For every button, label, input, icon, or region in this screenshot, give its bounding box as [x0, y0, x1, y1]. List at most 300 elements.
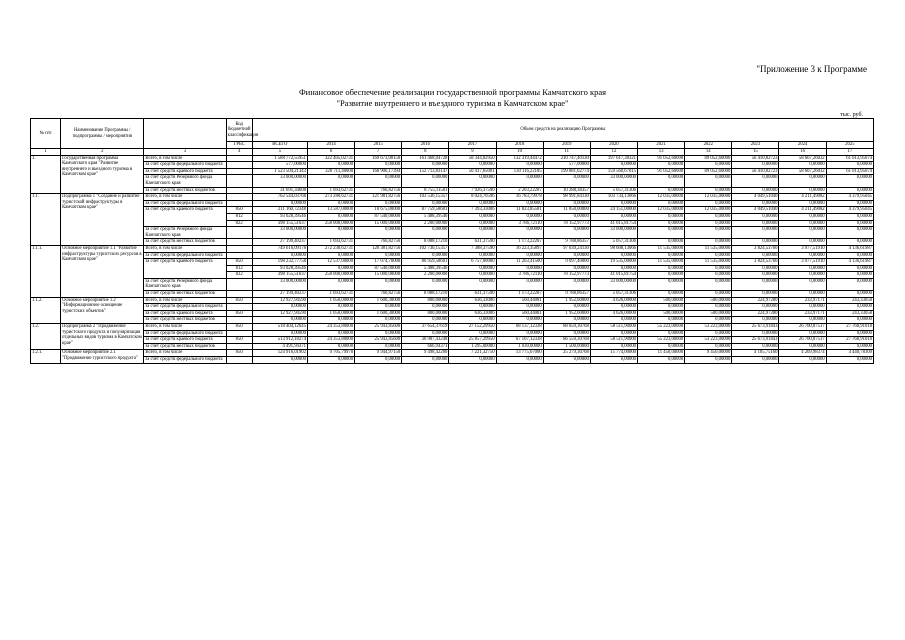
grbs-code: 850 — [226, 324, 252, 331]
amount-year: 89 052,60000 — [685, 168, 732, 175]
table-row — [31, 245, 874, 252]
grbs-code — [226, 291, 252, 298]
funding-source: за счет средств федерального бюджета — [144, 357, 226, 364]
grbs-code — [226, 200, 252, 207]
column-number: 12 — [590, 149, 637, 156]
amount-year: 0,00000 — [732, 304, 779, 311]
amount-year: 0,00000 — [685, 175, 732, 187]
amount-year: 27 768,91018 — [826, 324, 873, 331]
grbs-code: 822 — [226, 220, 252, 227]
grbs-code: 850 — [226, 337, 252, 344]
table-row — [31, 304, 874, 311]
amount-year: 27 152,29950 — [449, 324, 496, 331]
amount-year: 0,00000 — [543, 175, 590, 187]
grbs-code — [226, 168, 252, 175]
amount-year: 5 057,31306 — [590, 187, 637, 194]
grbs-code: 850 — [226, 297, 252, 304]
amount-total: 27 199,40237 — [252, 291, 307, 298]
amount-year: 169 673,00150 — [355, 155, 402, 162]
header-year: 2018 — [496, 142, 543, 149]
amount-year: 0,00000 — [779, 291, 826, 298]
amount-year: 1 952,60000 — [543, 297, 590, 304]
column-number: 4 — [226, 149, 252, 156]
amount-year: 11 050,00000 — [543, 207, 590, 214]
amount-year: 58 511,90000 — [590, 337, 637, 344]
amount-year: 1 600,30000 — [355, 297, 402, 304]
amount-total: 0,00000 — [252, 317, 307, 324]
amount-year: 0,00000 — [496, 304, 543, 311]
funding-source: за счет средств краевого бюджета — [144, 310, 226, 317]
amount-year: 0,00000 — [685, 317, 732, 324]
amount-year: 24 353,80000 — [307, 337, 354, 344]
amount-year: 636,33006 — [449, 310, 496, 317]
amount-year: 500,00000 — [685, 297, 732, 304]
amount-year: 3 824,53760 — [732, 245, 779, 252]
amount-total: 4 491,94371 — [252, 343, 307, 350]
amount-year: 233,97171 — [779, 310, 826, 317]
grbs-code — [226, 227, 252, 239]
amount-total: 398 155,51637 — [252, 220, 307, 227]
amount-year: 2 203,22287 — [496, 187, 543, 194]
amount-year: 224,97280 — [732, 310, 779, 317]
amount-year: 0,00000 — [496, 162, 543, 169]
amount-year: 9 498,42200 — [402, 350, 449, 357]
amount-year: 3 786,72110 — [496, 272, 543, 279]
amount-year: 86 959,58601 — [402, 259, 449, 266]
amount-year: 15 774,00000 — [590, 350, 637, 357]
amount-year: 0,00000 — [685, 200, 732, 207]
amount-year: 0,00000 — [732, 252, 779, 259]
amount-year: 1 693,62731 — [307, 291, 354, 298]
amount-year: 0,00000 — [685, 343, 732, 350]
amount-year: 4 379,95045 — [826, 207, 873, 214]
amount-year: 0,00000 — [779, 265, 826, 272]
amount-year: 0,00000 — [307, 213, 354, 220]
amount-year: 0,00000 — [355, 227, 402, 239]
amount-year: 56 410,82723 — [732, 168, 779, 175]
amount-year: 273 280,62731 — [307, 194, 354, 201]
amount-year: 800,00000 — [402, 310, 449, 317]
amount-year: 210 747,40130 — [543, 155, 590, 162]
funding-source: Всего, в том числе — [144, 324, 226, 331]
amount-year: 0,00000 — [779, 175, 826, 187]
amount-year: 0,00000 — [732, 357, 779, 364]
amount-year: 0,00000 — [402, 252, 449, 259]
amount-year: 0,00000 — [496, 265, 543, 272]
table-row — [31, 297, 874, 304]
amount-year: 0,00000 — [826, 220, 873, 227]
amount-year: 0,00000 — [732, 317, 779, 324]
amount-year: 3 977,51910 — [779, 259, 826, 266]
amount-year: 0,00000 — [402, 317, 449, 324]
amount-year: 0,00000 — [685, 278, 732, 290]
amount-year: 0,00000 — [732, 175, 779, 187]
amount-total: 1 523 504,21343 — [252, 168, 307, 175]
amount-year: 0,00000 — [543, 213, 590, 220]
table-row — [31, 207, 874, 214]
amount-year: 0,00000 — [826, 330, 873, 337]
amount-year: 13 775,67000 — [496, 350, 543, 357]
grbs-code: 850 — [226, 350, 252, 357]
item-name: Подпрограмма 1 "Создание и развитие туристской инфраструктуры в Камчатском крае" — [61, 194, 144, 246]
grbs-code — [226, 252, 252, 259]
amount-year: 0,00000 — [685, 304, 732, 311]
amount-year: 0,00000 — [638, 162, 685, 169]
funding-source: за счет средств местных бюджетов — [144, 343, 226, 350]
amount-year: 103 734,13066 — [590, 194, 637, 201]
amount-year: 56 410,82723 — [732, 155, 779, 162]
funding-source: за счет средств федерального бюджета — [144, 330, 226, 337]
amount-year: 7 393,33006 — [449, 207, 496, 214]
amount-year: 0,00000 — [685, 330, 732, 337]
table-row — [31, 187, 874, 194]
header-total: ВСЕГО — [252, 142, 307, 149]
amount-year: 0,00000 — [307, 357, 354, 364]
amount-year: 560,44081 — [496, 297, 543, 304]
column-number: 9 — [449, 149, 496, 156]
amount-year: 0,00000 — [402, 330, 449, 337]
amount-year: 37 654,37619 — [402, 324, 449, 331]
funding-source: Всего, в том числе — [144, 350, 226, 357]
amount-year: 0,00000 — [449, 278, 496, 290]
amount-year: 58 344,02950 — [449, 155, 496, 162]
item-name: Государственная программа Камчатского края "Развитие внутреннего и въездного туризма в Камчатском крае" — [61, 155, 144, 194]
amount-year: 500,00000 — [685, 310, 732, 317]
amount-total: 0,00000 — [252, 330, 307, 337]
amount-year: 0,00000 — [826, 252, 873, 259]
amount-year: 0,00000 — [732, 200, 779, 207]
amount-year: 0,00000 — [826, 343, 873, 350]
item-number: 1.2.1. — [31, 350, 61, 363]
amount-year: 4 136,61987 — [826, 259, 873, 266]
grbs-code — [226, 239, 252, 246]
table-row — [31, 310, 874, 317]
amount-year: 0,00000 — [496, 357, 543, 364]
amount-year: 0,00000 — [402, 175, 449, 187]
amount-year: 58 667,26032 — [779, 155, 826, 162]
amount-year: 10 288,38357 — [543, 187, 590, 194]
amount-year: 120 381,82756 — [355, 245, 402, 252]
amount-year: 130 116,22185 — [496, 168, 543, 175]
amount-year: 0,00000 — [732, 272, 779, 279]
table-row — [31, 200, 874, 207]
financing-table — [30, 118, 874, 364]
funding-source: за счет средств Резервного фонда Камчатского края — [144, 175, 226, 187]
grbs-code — [226, 317, 252, 324]
amount-year: 8 088,17210 — [402, 291, 449, 298]
amount-year: 0,00000 — [685, 272, 732, 279]
amount-year: 0,00000 — [590, 252, 637, 259]
amount-year: 0,00000 — [685, 357, 732, 364]
amount-year: 25 857,29950 — [449, 337, 496, 344]
amount-year: 0,00000 — [496, 213, 543, 220]
item-name: Основное мероприятие 1.1 "Развитие инфраструктуры туристских ресурсов в Камчатском крае" — [61, 245, 144, 297]
amount-year: 500,00000 — [638, 297, 685, 304]
item-name: Основное мероприятие 1.2 "Информационное освещение туристских объектов" — [61, 297, 144, 323]
amount-year: 168 906,17394 — [355, 168, 402, 175]
amount-year: 12 537,00000 — [307, 259, 354, 266]
header-code: Код бюджетной классификации — [226, 119, 252, 142]
header-year: 2024 — [779, 142, 826, 149]
amount-year: 9 097,40000 — [543, 259, 590, 266]
header-year: 2025 — [826, 142, 873, 149]
amount-year: 33 000,00000 — [590, 227, 637, 239]
amount-year: 0,00000 — [496, 278, 543, 290]
amount-total: 0,00000 — [252, 200, 307, 207]
amount-year: 58 667,26032 — [779, 168, 826, 175]
amount-year: 0,00000 — [449, 162, 496, 169]
table-row — [31, 324, 874, 331]
amount-total: 33 000,00000 — [252, 227, 307, 239]
header-grbs: ГРБС — [226, 142, 252, 149]
table-row — [31, 168, 874, 175]
column-number: 10 — [496, 149, 543, 156]
amount-year: 1 600,30000 — [355, 310, 402, 317]
amount-year: 8 024,70596 — [449, 194, 496, 201]
amount-year: 11 535,00000 — [638, 245, 685, 252]
amount-year: 0,00000 — [590, 317, 637, 324]
amount-year: 0,00000 — [638, 317, 685, 324]
amount-total: 12 927,94590 — [252, 310, 307, 317]
column-number: 2 — [61, 149, 144, 156]
amount-year: 0,00000 — [779, 187, 826, 194]
amount-year: 258 000,00000 — [307, 220, 354, 227]
header-year: 2017 — [449, 142, 496, 149]
amount-year: 0,00000 — [779, 200, 826, 207]
amount-year: 0,00000 — [685, 220, 732, 227]
amount-year: 1 952,60000 — [543, 310, 590, 317]
amount-year: 5 488,39546 — [402, 265, 449, 272]
amount-total: 198 232,77758 — [252, 259, 307, 266]
amount-year: 0,00000 — [543, 357, 590, 364]
amount-year: 0,00000 — [638, 187, 685, 194]
funding-source: за счет средств местных бюджетов — [144, 317, 226, 324]
amount-year: 0,00000 — [402, 304, 449, 311]
table-row — [31, 227, 874, 239]
item-number: 1. — [31, 155, 61, 194]
amount-year: 631,37590 — [449, 239, 496, 246]
table-row — [31, 291, 874, 298]
table-row — [31, 330, 874, 337]
amount-year: 0,00000 — [449, 265, 496, 272]
amount-year: 4 379,95045 — [826, 194, 873, 201]
amount-year: 2 200,00000 — [402, 220, 449, 227]
grbs-code: 812 — [226, 213, 252, 220]
amount-year: 9 788,86357 — [543, 239, 590, 246]
amount-year: 0,00000 — [449, 272, 496, 279]
amount-year: 0,00000 — [496, 175, 543, 187]
amount-year: 0,00000 — [826, 357, 873, 364]
amount-year: 0,00000 — [732, 220, 779, 227]
amount-year: 4 105,75160 — [732, 350, 779, 357]
amount-year: 78 152,97773 — [543, 220, 590, 227]
funding-source: за счет средств краевого бюджета — [144, 207, 226, 227]
amount-year: 132 319,44472 — [496, 155, 543, 162]
amount-year: 0,00000 — [449, 213, 496, 220]
funding-source: Всего, в том числе — [144, 297, 226, 304]
amount-year: 68 137,12338 — [496, 324, 543, 331]
amount-year: 0,00000 — [638, 227, 685, 239]
amount-year: 87 759,58601 — [402, 207, 449, 214]
amount-year: 0,00000 — [590, 162, 637, 169]
funding-source: за счет средств местных бюджетов — [144, 291, 226, 298]
amount-year: 0,00000 — [307, 252, 354, 259]
grbs-code: 822 — [226, 272, 252, 279]
amount-year: 0,00000 — [638, 220, 685, 227]
amount-year: 0,00000 — [543, 304, 590, 311]
amount-year: 0,00000 — [779, 272, 826, 279]
amount-year: 258 000,00000 — [307, 272, 354, 279]
amount-year: 4 136,61987 — [826, 245, 873, 252]
amount-year: 0,00000 — [826, 200, 873, 207]
header-year: 2015 — [355, 142, 402, 149]
amount-year: 0,00000 — [638, 343, 685, 350]
grbs-code: 850 — [226, 207, 252, 214]
amount-year: 4 211,49082 — [779, 207, 826, 214]
amount-year: 5 488,39546 — [402, 213, 449, 220]
amount-year: 8 755,11581 — [402, 187, 449, 194]
item-number: 1.1.2. — [31, 297, 61, 323]
item-number: 1.1.1. — [31, 245, 61, 297]
funding-source: за счет средств федерального бюджета — [144, 252, 226, 259]
amount-year: 0,00000 — [732, 239, 779, 246]
amount-year: 121 981,82756 — [355, 194, 402, 201]
amount-year: 0,00000 — [543, 317, 590, 324]
column-number: 8 — [402, 149, 449, 156]
column-number: 15 — [732, 149, 779, 156]
amount-year: 0,00000 — [355, 162, 402, 169]
amount-year: 224,97280 — [732, 297, 779, 304]
amount-year: 0,00000 — [496, 227, 543, 239]
amount-year: 0,00000 — [826, 175, 873, 187]
amount-year: 0,00000 — [355, 317, 402, 324]
amount-year: 560,44081 — [496, 310, 543, 317]
amount-year: 0,00000 — [449, 330, 496, 337]
amount-year: 636,33006 — [449, 297, 496, 304]
amount-year: 0,00000 — [543, 278, 590, 290]
unit-label: тыс. руб. — [840, 112, 863, 118]
amount-year: 6 757,00000 — [449, 259, 496, 266]
amount-year: 0,00000 — [543, 265, 590, 272]
amount-year: 766,82756 — [355, 187, 402, 194]
amount-year: 1 500,00000 — [543, 343, 590, 350]
amount-year: 320 711,40000 — [307, 168, 354, 175]
header-year: 2016 — [402, 142, 449, 149]
amount-year: 0,00000 — [590, 213, 637, 220]
table-row — [31, 259, 874, 266]
grbs-code — [226, 245, 252, 252]
amount-year: 0,00000 — [826, 317, 873, 324]
amount-year: 0,00000 — [732, 187, 779, 194]
amount-year: 24 353,80000 — [307, 324, 354, 331]
amount-year: 0,00000 — [685, 252, 732, 259]
amount-year: 16 223,35897 — [496, 245, 543, 252]
funding-source: за счет средств Резервного фонда Камчатского края — [144, 278, 226, 290]
amount-year: 0,00000 — [543, 330, 590, 337]
amount-year: 0,00000 — [355, 304, 402, 311]
amount-year: 7 221,32750 — [449, 350, 496, 357]
amount-year: 0,00000 — [779, 227, 826, 239]
funding-source: за счет средств Резервного фонда Камчатского края — [144, 227, 226, 239]
item-number: 1.2. — [31, 324, 61, 350]
amount-year: 0,00000 — [355, 330, 402, 337]
amount-year: 91 052,60000 — [638, 168, 685, 175]
amount-year: 8 088,17210 — [402, 239, 449, 246]
amount-year: 58 511,90000 — [590, 324, 637, 331]
amount-year: 0,00000 — [496, 330, 543, 337]
amount-year: 0,00000 — [779, 162, 826, 169]
amount-year: 0,00000 — [685, 227, 732, 239]
amount-year: 0,00000 — [307, 175, 354, 187]
column-number: 14 — [685, 149, 732, 156]
amount-year: 1 693,62731 — [307, 187, 354, 194]
amount-year: 0,00000 — [685, 239, 732, 246]
amount-year: 0,00000 — [732, 213, 779, 220]
amount-year: 0,00000 — [638, 357, 685, 364]
amount-year: 50 417,65001 — [449, 168, 496, 175]
header-volume: Объем средств на реализацию Программы — [252, 119, 873, 142]
funding-source: за счет средств местных бюджетов — [144, 239, 226, 246]
amount-year: 0,00000 — [449, 252, 496, 259]
amount-year: 243,33058 — [826, 297, 873, 304]
amount-year: 0,00000 — [732, 343, 779, 350]
amount-year: 4 049,51040 — [732, 207, 779, 214]
amount-year: 800,00000 — [402, 297, 449, 304]
amount-year: 0,00000 — [307, 162, 354, 169]
grbs-code — [226, 175, 252, 187]
amount-year: 0,00000 — [638, 252, 685, 259]
amount-year: 0,00000 — [402, 227, 449, 239]
amount-year: 0,00000 — [685, 162, 732, 169]
amount-year: 4 626,00000 — [590, 297, 637, 304]
amount-year: 0,00000 — [732, 278, 779, 290]
funding-source: Всего, в том числе — [144, 245, 226, 252]
grbs-code — [226, 194, 252, 201]
amount-year: 0,00000 — [355, 343, 402, 350]
amount-year: 25 943,85600 — [355, 337, 402, 344]
grbs-code: 850 — [226, 310, 252, 317]
amount-year: 0,00000 — [779, 278, 826, 290]
amount-year: 0,00000 — [732, 227, 779, 239]
amount-year: 0,00000 — [779, 330, 826, 337]
amount-year: 61 013,95074 — [826, 168, 873, 175]
amount-year: 12 035,00000 — [685, 194, 732, 201]
amount-year: 7 388,37590 — [449, 245, 496, 252]
funding-source: за счет средств местных бюджетов — [144, 187, 226, 194]
amount-year: 631,37590 — [449, 291, 496, 298]
amount-total: 12 927,94590 — [252, 297, 307, 304]
amount-year: 577,00000 — [543, 162, 590, 169]
table-row — [31, 175, 874, 187]
amount-year: 0,00000 — [826, 304, 873, 311]
funding-source: за счет средств краевого бюджета — [144, 259, 226, 279]
amount-year: 25 279,30768 — [543, 350, 590, 357]
amount-year: 0,00000 — [685, 265, 732, 272]
amount-total: 0,00000 — [252, 357, 307, 364]
amount-year: 1 173,22287 — [496, 291, 543, 298]
amount-year: 26 700,87517 — [779, 324, 826, 331]
amount-year: 0,00000 — [779, 343, 826, 350]
amount-year: 0,00000 — [638, 239, 685, 246]
grbs-code — [226, 278, 252, 290]
amount-year: 9 944,97150 — [355, 350, 402, 357]
appendix-label: "Приложение 3 к Программе — [756, 64, 867, 74]
amount-year: 152 713,83147 — [402, 168, 449, 175]
amount-year: 0,00000 — [732, 330, 779, 337]
amount-year: 88 059,30768 — [543, 324, 590, 331]
amount-year: 55 223,00000 — [638, 337, 685, 344]
amount-year: 0,00000 — [590, 330, 637, 337]
